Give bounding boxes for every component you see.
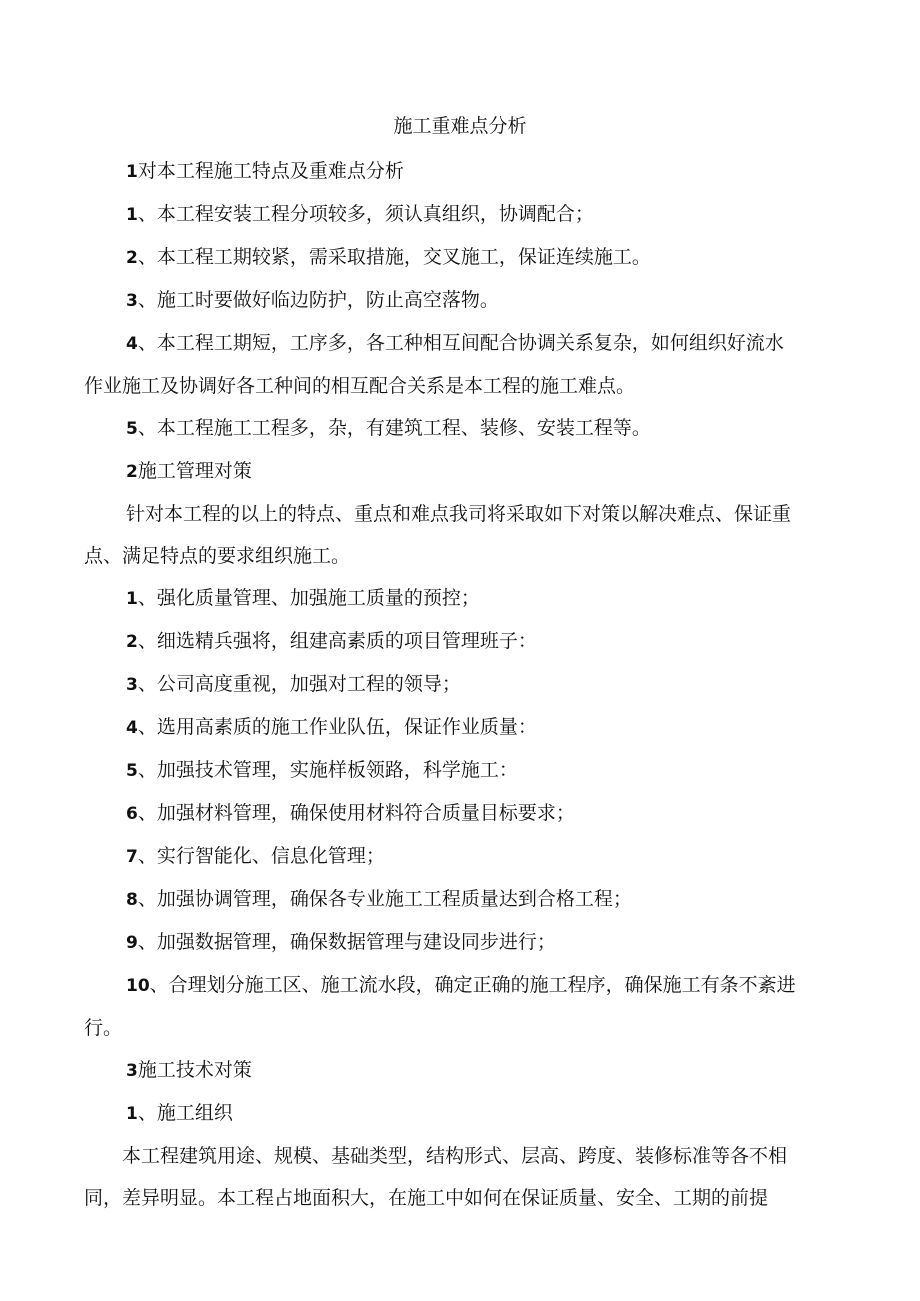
item-text: 、选用高素质的施工作业队伍，保证作业质量： bbox=[137, 716, 537, 738]
item-number: 5 bbox=[126, 761, 138, 781]
item-text: 、细选精兵强将，组建高素质的项目管理班子： bbox=[137, 630, 537, 652]
item-number: 2 bbox=[126, 248, 138, 268]
item-text: 、本工程安装工程分项较多，须认真组织，协调配合； bbox=[137, 203, 594, 225]
list-item bbox=[84, 407, 836, 450]
list-item bbox=[84, 620, 836, 663]
list-item bbox=[84, 322, 836, 365]
item-number: 1 bbox=[126, 1104, 138, 1124]
item-text: 、施工时要做好临边防护，防止高空落物。 bbox=[137, 289, 499, 311]
section-number: 3 bbox=[126, 1061, 138, 1081]
item-text: 、本工程施工工程多，杂，有建筑工程、装修、安装工程等。 bbox=[137, 417, 651, 439]
item-text: 、施工组织 bbox=[137, 1102, 233, 1124]
section-heading bbox=[84, 150, 836, 193]
item-text: 、加强数据管理，确保数据管理与建设同步进行； bbox=[137, 931, 556, 953]
section-heading-text: 施工管理对策 bbox=[137, 460, 252, 482]
list-item bbox=[84, 878, 836, 921]
item-number: 2 bbox=[126, 632, 138, 652]
item-text: 、公司高度重视，加强对工程的领导； bbox=[137, 673, 461, 695]
list-item-continuation: 作业施工及协调好各工种间的相互配合关系是本工程的施工难点。 bbox=[84, 375, 636, 397]
item-text: 、实行智能化、信息化管理； bbox=[137, 845, 385, 867]
item-number: 7 bbox=[126, 847, 138, 867]
section-number: 1 bbox=[126, 162, 138, 182]
list-item bbox=[84, 964, 836, 1007]
item-number: 5 bbox=[126, 419, 138, 439]
list-item bbox=[84, 706, 836, 749]
paragraph-line: 同，差异明显。本工程占地面积大，在施工中如何在保证质量、安全、工期的前提 bbox=[84, 1187, 769, 1209]
item-text: 、加强材料管理，确保使用材料符合质量目标要求； bbox=[137, 802, 575, 824]
item-text: 、加强协调管理，确保各专业施工工程质量达到合格工程； bbox=[137, 888, 632, 910]
list-item bbox=[84, 236, 836, 279]
item-number: 3 bbox=[126, 675, 138, 695]
item-text: 、合理划分施工区、施工流水段，确定正确的施工程序，确保施工有条不紊进 bbox=[149, 974, 796, 996]
item-number: 1 bbox=[126, 589, 138, 609]
list-item bbox=[84, 921, 836, 964]
list-item bbox=[84, 749, 836, 792]
list-item bbox=[84, 792, 836, 835]
item-number: 6 bbox=[126, 804, 138, 824]
list-item bbox=[84, 279, 836, 322]
section-heading bbox=[84, 1049, 836, 1092]
item-number: 3 bbox=[126, 291, 138, 311]
list-item bbox=[84, 835, 836, 878]
section-heading bbox=[84, 450, 836, 493]
document-title: 施工重难点分析 bbox=[393, 115, 527, 137]
section-heading-text: 对本工程施工特点及重难点分析 bbox=[137, 160, 404, 182]
item-number: 1 bbox=[126, 205, 138, 225]
list-item bbox=[84, 663, 836, 706]
item-text: 、强化质量管理、加强施工质量的预控； bbox=[137, 587, 480, 609]
section-heading-text: 施工技术对策 bbox=[137, 1059, 252, 1081]
document-body bbox=[84, 150, 836, 1219]
item-number: 9 bbox=[126, 933, 138, 953]
paragraph-line: 本工程建筑用途、规模、基础类型，结构形式、层高、跨度、装修标准等各不相 bbox=[122, 1145, 788, 1167]
item-text: 、加强技术管理，实施样板领路，科学施工： bbox=[137, 759, 518, 781]
item-text: 、本工程工期短，工序多，各工种相互间配合协调关系复杂，如何组织好流水 bbox=[137, 332, 784, 354]
list-item bbox=[84, 193, 836, 236]
item-number: 4 bbox=[126, 718, 138, 738]
list-item-continuation: 行。 bbox=[84, 1017, 123, 1039]
paragraph-line: 针对本工程的以上的特点、重点和难点我司将采取如下对策以解决难点、保证重 bbox=[126, 503, 792, 525]
section-number: 2 bbox=[126, 462, 138, 482]
item-number: 10 bbox=[126, 976, 150, 996]
item-number: 4 bbox=[126, 334, 138, 354]
list-item bbox=[84, 577, 836, 620]
list-item bbox=[84, 1092, 836, 1135]
item-text: 、本工程工期较紧，需采取措施，交叉施工，保证连续施工。 bbox=[137, 246, 651, 268]
item-number: 8 bbox=[126, 890, 138, 910]
paragraph-line: 点、满足特点的要求组织施工。 bbox=[84, 545, 351, 567]
